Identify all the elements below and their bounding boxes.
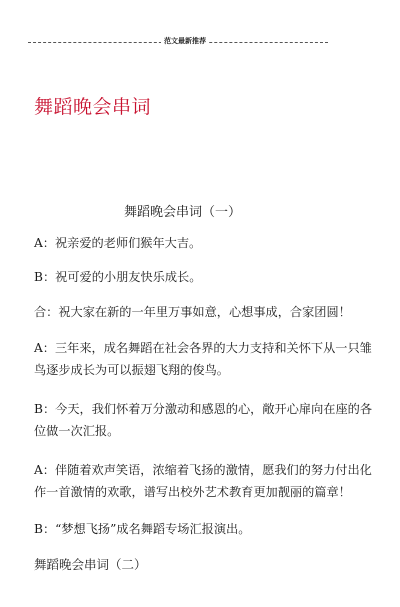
section-title-1: 舞蹈晚会串词（一） (124, 205, 242, 220)
paragraph: A：祝亲爱的老师们猴年大吉。 (34, 236, 202, 250)
section-title-2: 舞蹈晚会串词（二） (34, 557, 147, 572)
paragraph: 合：祝大家在新的一年里万事如意，心想事成，合家团圆！ (34, 305, 351, 319)
paragraph: A：伴随着欢声笑语，浓缩着飞扬的激情，愿我们的努力付出化作一首激情的欢歌，谱写出校外艺术教育更加靓丽的篇章！ (34, 463, 372, 499)
header-label: 范文最新推荐 (161, 36, 209, 47)
paragraph: A：三年来，成名舞蹈在社会各界的大力支持和关怀下从一只雏鸟逐步成长为可以振翅飞翔的俊鸟。 (34, 341, 372, 377)
document-title: 舞蹈晚会串词 (34, 96, 152, 118)
paragraph: B：“梦想飞扬”成名舞蹈专场汇报演出。 (34, 522, 251, 536)
paragraph: B：祝可爱的小朋友快乐成长。 (34, 270, 202, 284)
paragraph: B：今天，我们怀着万分激动和感恩的心，敞开心扉向在座的各位做一次汇报。 (34, 402, 373, 438)
